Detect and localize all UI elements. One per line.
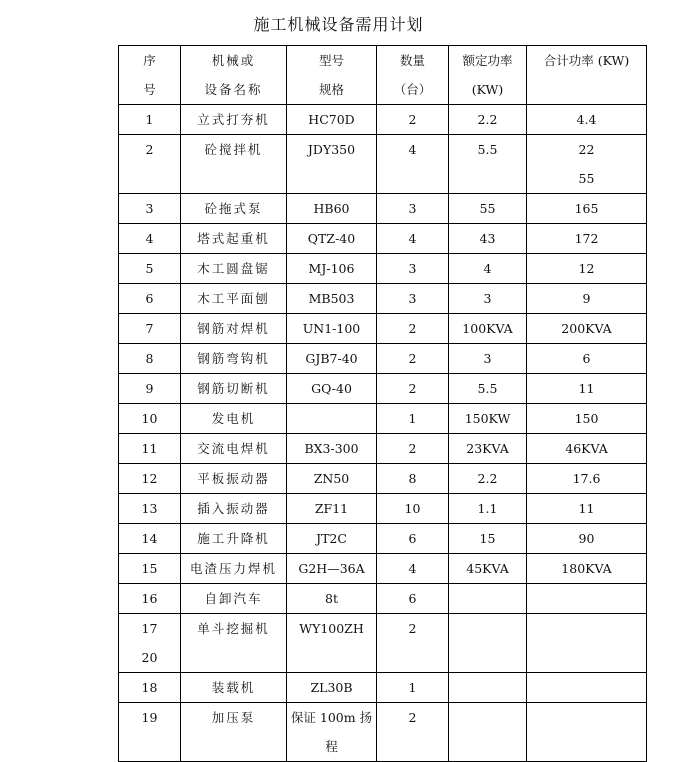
cell-total-power: 165 (527, 194, 647, 224)
header-name: 机械或 设备名称 (181, 46, 287, 105)
cell-qty: 8 (377, 464, 449, 494)
cell-name: 钢筋弯钩机 (181, 344, 287, 374)
cell-total-power: 11 (527, 494, 647, 524)
cell-model: ZF11 (287, 494, 377, 524)
table-row (119, 673, 647, 703)
header-no: 序 号 (119, 46, 181, 105)
cell-qty: 2 (377, 344, 449, 374)
header-model: 型号 规格 (287, 46, 377, 105)
cell-model: GJB7-40 (287, 344, 377, 374)
cell-qty: 4 (377, 554, 449, 584)
cell-name: 电渣压力焊机 (181, 554, 287, 584)
cell-qty: 6 (377, 584, 449, 614)
table-row (119, 494, 647, 524)
cell-rated-power: 150KW (449, 404, 527, 434)
table-row (119, 135, 647, 194)
cell-total-power (527, 614, 647, 673)
cell-no: 15 (119, 554, 181, 584)
cell-rated-power: 2.2 (449, 105, 527, 135)
cell-rated-power: 15 (449, 524, 527, 554)
cell-name: 装载机 (181, 673, 287, 703)
cell-total-power: 9 (527, 284, 647, 314)
cell-total-power: 200KVA (527, 314, 647, 344)
cell-no: 6 (119, 284, 181, 314)
cell-no: 17 20 (119, 614, 181, 673)
cell-qty: 2 (377, 434, 449, 464)
cell-total-power: 4.4 (527, 105, 647, 135)
cell-name: 砼拖式泵 (181, 194, 287, 224)
cell-no: 18 (119, 673, 181, 703)
cell-rated-power: 43 (449, 224, 527, 254)
cell-total-power (527, 673, 647, 703)
cell-rated-power: 2.2 (449, 464, 527, 494)
cell-rated-power: 23KVA (449, 434, 527, 464)
cell-model: MJ-106 (287, 254, 377, 284)
cell-model: 保证 100m 扬 程 (287, 703, 377, 762)
cell-qty: 1 (377, 673, 449, 703)
cell-no: 12 (119, 464, 181, 494)
cell-total-power: 11 (527, 374, 647, 404)
equipment-table (118, 45, 647, 762)
cell-rated-power (449, 614, 527, 673)
cell-no: 5 (119, 254, 181, 284)
cell-model: BX3-300 (287, 434, 377, 464)
cell-qty: 1 (377, 404, 449, 434)
cell-no: 1 (119, 105, 181, 135)
cell-model: 8t (287, 584, 377, 614)
cell-no: 4 (119, 224, 181, 254)
cell-model: UN1-100 (287, 314, 377, 344)
cell-rated-power: 5.5 (449, 374, 527, 404)
cell-rated-power (449, 703, 527, 762)
cell-total-power: 12 (527, 254, 647, 284)
table-row (119, 464, 647, 494)
cell-name: 立式打夯机 (181, 105, 287, 135)
cell-no: 10 (119, 404, 181, 434)
cell-qty: 6 (377, 524, 449, 554)
cell-model: MB503 (287, 284, 377, 314)
cell-rated-power: 5.5 (449, 135, 527, 194)
cell-no: 14 (119, 524, 181, 554)
cell-model: HC70D (287, 105, 377, 135)
cell-rated-power: 45KVA (449, 554, 527, 584)
cell-qty: 3 (377, 284, 449, 314)
cell-model: HB60 (287, 194, 377, 224)
cell-model: ZL30B (287, 673, 377, 703)
header-qty: 数量 （台） (377, 46, 449, 105)
table-row (119, 194, 647, 224)
cell-no: 8 (119, 344, 181, 374)
cell-name: 平板振动器 (181, 464, 287, 494)
cell-total-power: 46KVA (527, 434, 647, 464)
cell-model: WY100ZH (287, 614, 377, 673)
cell-qty: 3 (377, 194, 449, 224)
cell-name: 塔式起重机 (181, 224, 287, 254)
cell-rated-power: 4 (449, 254, 527, 284)
cell-rated-power: 1.1 (449, 494, 527, 524)
cell-total-power: 17.6 (527, 464, 647, 494)
cell-rated-power (449, 673, 527, 703)
cell-model: G2H—36A (287, 554, 377, 584)
cell-qty: 4 (377, 224, 449, 254)
cell-no: 9 (119, 374, 181, 404)
cell-qty: 2 (377, 105, 449, 135)
table-row (119, 404, 647, 434)
cell-name: 木工平面刨 (181, 284, 287, 314)
table-row (119, 374, 647, 404)
cell-no: 3 (119, 194, 181, 224)
cell-qty: 2 (377, 314, 449, 344)
cell-rated-power: 100KVA (449, 314, 527, 344)
table-row (119, 314, 647, 344)
cell-qty: 3 (377, 254, 449, 284)
table-row (119, 584, 647, 614)
header-row (119, 46, 647, 105)
cell-model: GQ-40 (287, 374, 377, 404)
cell-total-power: 22 55 (527, 135, 647, 194)
cell-model: JT2C (287, 524, 377, 554)
header-rated-power: 额定功率 (KW) (449, 46, 527, 105)
cell-qty: 2 (377, 614, 449, 673)
cell-name: 施工升降机 (181, 524, 287, 554)
cell-rated-power: 55 (449, 194, 527, 224)
cell-name: 钢筋对焊机 (181, 314, 287, 344)
table-row (119, 703, 647, 762)
table-row (119, 105, 647, 135)
table-row (119, 224, 647, 254)
cell-qty: 4 (377, 135, 449, 194)
cell-name: 发电机 (181, 404, 287, 434)
cell-name: 加压泵 (181, 703, 287, 762)
cell-model: QTZ-40 (287, 224, 377, 254)
cell-no: 19 (119, 703, 181, 762)
cell-name: 砼搅拌机 (181, 135, 287, 194)
header-total-power: 合计功率 (KW) (527, 46, 647, 105)
cell-name: 钢筋切断机 (181, 374, 287, 404)
cell-no: 7 (119, 314, 181, 344)
cell-no: 11 (119, 434, 181, 464)
table-row (119, 254, 647, 284)
cell-name: 插入振动器 (181, 494, 287, 524)
cell-qty: 10 (377, 494, 449, 524)
table-row (119, 434, 647, 464)
cell-name: 交流电焊机 (181, 434, 287, 464)
cell-no: 13 (119, 494, 181, 524)
cell-qty: 2 (377, 703, 449, 762)
cell-total-power: 90 (527, 524, 647, 554)
cell-name: 自卸汽车 (181, 584, 287, 614)
cell-total-power (527, 584, 647, 614)
page-title: 施工机械设备需用计划 (253, 15, 424, 34)
cell-rated-power: 3 (449, 284, 527, 314)
cell-no: 2 (119, 135, 181, 194)
table-row (119, 614, 647, 673)
table-row (119, 284, 647, 314)
cell-total-power: 150 (527, 404, 647, 434)
cell-total-power (527, 703, 647, 762)
cell-total-power: 172 (527, 224, 647, 254)
cell-rated-power (449, 584, 527, 614)
cell-no: 16 (119, 584, 181, 614)
cell-name: 木工圆盘锯 (181, 254, 287, 284)
table-row (119, 554, 647, 584)
cell-rated-power: 3 (449, 344, 527, 374)
table-row (119, 344, 647, 374)
cell-name: 单斗挖掘机 (181, 614, 287, 673)
cell-model (287, 404, 377, 434)
cell-model: JDY350 (287, 135, 377, 194)
cell-model: ZN50 (287, 464, 377, 494)
table-row (119, 524, 647, 554)
cell-total-power: 180KVA (527, 554, 647, 584)
cell-qty: 2 (377, 374, 449, 404)
cell-total-power: 6 (527, 344, 647, 374)
